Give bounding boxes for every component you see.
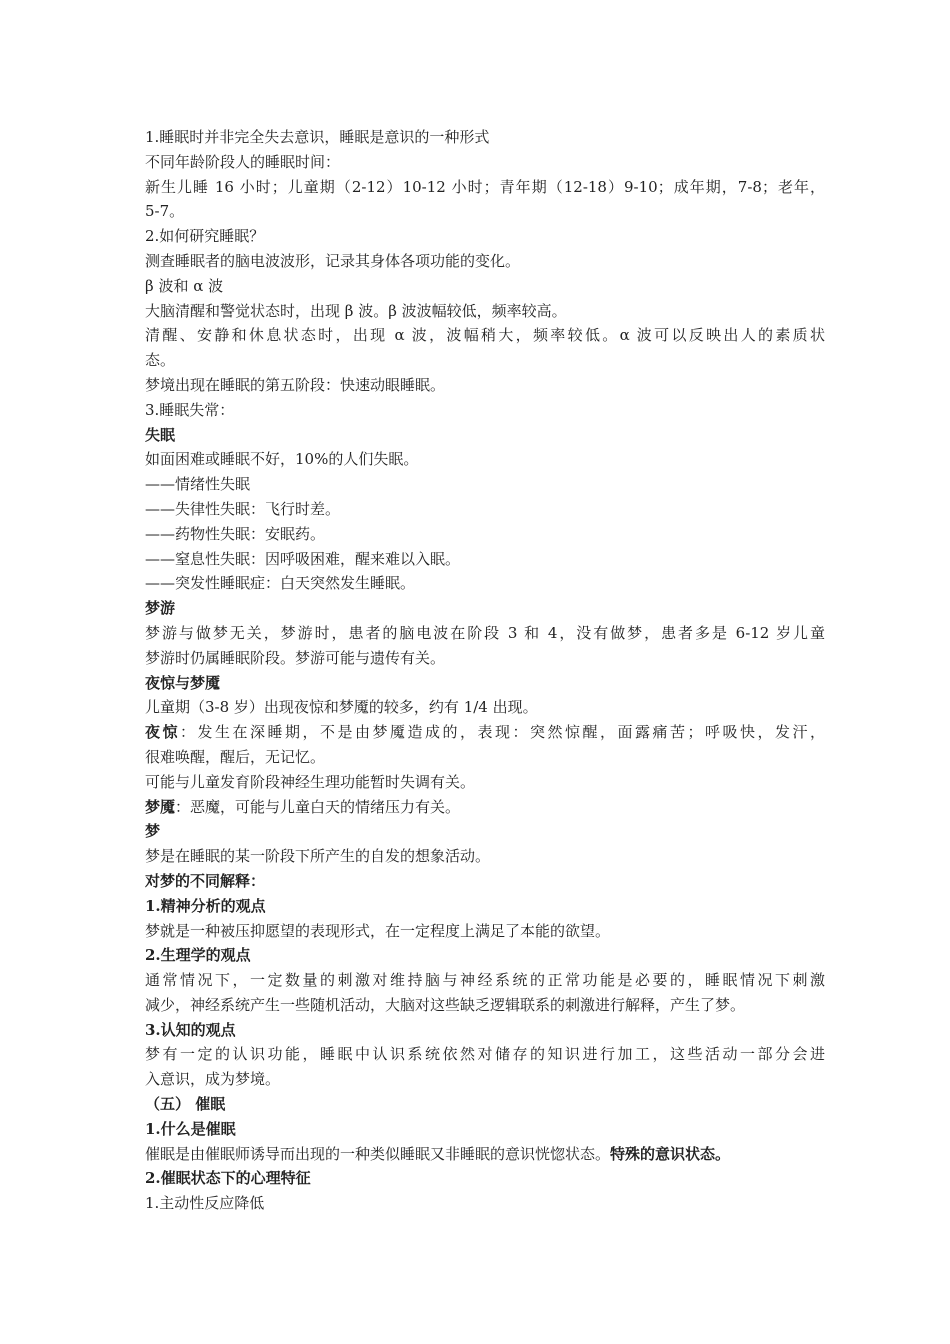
text-line: 梦是在睡眠的某一阶段下所产生的自发的想象活动。	[145, 847, 491, 866]
term-definition: ：恶魔，可能与儿童白天的情绪压力有关。	[175, 797, 461, 816]
text-line: ——药物性失眠：安眠药。	[145, 524, 326, 543]
section-heading: 梦	[145, 822, 161, 841]
emphasis-text: 特殊的意识状态。	[610, 1144, 731, 1163]
subsection-heading: 1.什么是催眠	[145, 1119, 236, 1138]
text-line: 1.睡眠时并非完全失去意识，睡眠是意识的一种形式	[145, 128, 490, 146]
text-line: ——窒息性失眠：因呼吸困难，醒来难以入眠。	[145, 549, 461, 568]
text-line: 可能与儿童发育阶段神经生理功能暂时失调有关。	[145, 772, 476, 791]
text-line: ——情绪性失眠	[145, 475, 251, 494]
text-line	[145, 795, 825, 820]
text-line: ——失律性失眠：飞行时差。	[145, 499, 341, 518]
text-line: 减少，神经系统产生一些随机活动，大脑对这些缺乏逻辑联系的刺激进行解释，产生了梦。	[145, 995, 746, 1014]
subsection-heading: 2.催眠状态下的心理特征	[145, 1169, 311, 1188]
section-heading: 夜惊与梦魇	[145, 673, 221, 692]
text-line: 3.睡眠失常：	[145, 400, 235, 419]
text-line: 梦就是一种被压抑愿望的表现形式，在一定程度上满足了本能的欲望。	[145, 921, 611, 940]
subsection-heading: 2.生理学的观点	[145, 946, 251, 965]
section-heading: 梦游	[145, 599, 176, 618]
text-line: 如面困难或睡眠不好，10%的人们失眠。	[145, 450, 419, 469]
text-line: 入意识，成为梦境。	[145, 1070, 281, 1089]
term-label: 夜惊	[145, 723, 180, 742]
text-line: 梦游时仍属睡眠阶段。梦游可能与遗传有关。	[145, 648, 446, 667]
text-line: 梦境出现在睡眠的第五阶段：快速动眼睡眠。	[145, 375, 446, 394]
text-line: 5-7。	[145, 202, 185, 221]
term-definition: ：发生在深睡期，不是由梦魇造成的，表现：突然惊醒，面露痛苦；呼吸快，发汗，	[180, 723, 825, 742]
text-line: 测查睡眠者的脑电波波形，记录其身体各项功能的变化。	[145, 251, 521, 270]
subsection-heading: 3.认知的观点	[145, 1020, 236, 1039]
text-line: 清醒、安静和休息状态时，出现 α 波，波幅稍大，频率较低。α 波可以反映出人的素质状	[145, 326, 825, 345]
subsection-heading: 1.精神分析的观点	[145, 896, 266, 915]
text-line: 不同年龄阶段人的睡眠时间：	[145, 152, 341, 171]
text-line: 梦有一定的认识功能，睡眠中认识系统依然对储存的知识进行加工，这些活动一部分会进	[145, 1045, 825, 1064]
text-line	[145, 1142, 825, 1167]
text-line: 态。	[145, 351, 176, 370]
text-line: 通常情况下，一定数量的刺激对维持脑与神经系统的正常功能是必要的，睡眠情况下刺激	[145, 971, 825, 990]
body-text: 催眠是由催眠师诱导而出现的一种类似睡眠又非睡眠的意识恍惚状态。	[145, 1144, 611, 1163]
text-line: ——突发性睡眠症：白天突然发生睡眠。	[145, 574, 416, 593]
text-line: β 波和 α 波	[145, 276, 224, 295]
section-heading: 失眠	[145, 425, 176, 444]
text-line: 儿童期（3-8 岁）出现夜惊和梦魇的较多，约有 1/4 出现。	[145, 698, 538, 717]
text-line: 2.如何研究睡眠？	[145, 227, 265, 246]
text-line	[145, 720, 825, 745]
section-heading: （五） 催眠	[145, 1095, 226, 1114]
term-label: 梦魇	[145, 797, 176, 816]
text-line: 很难唤醒，醒后，无记忆。	[145, 747, 326, 766]
section-heading: 对梦的不同解释：	[145, 871, 266, 890]
document-page	[145, 125, 825, 1216]
text-line: 新生儿睡 16 小时；儿童期（2-12）10-12 小时；青年期（12-18）9-10；成年期，7-8；老年，	[145, 177, 825, 196]
text-line: 梦游与做梦无关，梦游时，患者的脑电波在阶段 3 和 4，没有做梦，患者多是 6-12 岁儿童	[145, 623, 825, 642]
text-line: 1.主动性反应降低	[145, 1194, 265, 1213]
text-line: 大脑清醒和警觉状态时，出现 β 波。β 波波幅较低，频率较高。	[145, 301, 567, 320]
